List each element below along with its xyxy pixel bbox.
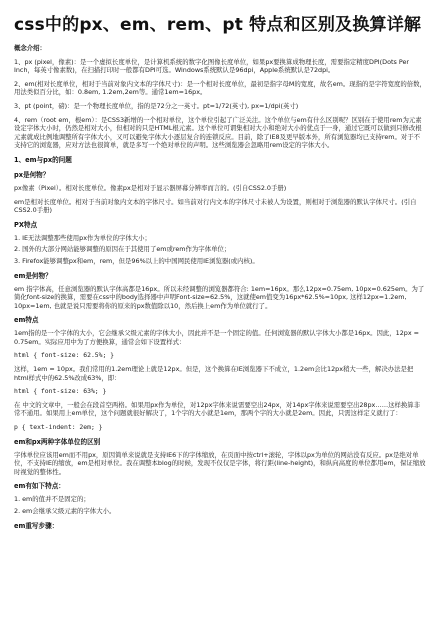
px-feature-1: 1. IE无法调整那些使用px作为单位的字体大小； xyxy=(14,233,151,242)
heading-em-features-2: em有如下特点： xyxy=(14,482,65,491)
em-feature-2: 2. em会继承父级元素的字体大小。 xyxy=(14,507,116,515)
intro-label: 概念介绍： xyxy=(14,44,46,52)
paragraph-after-code1: 这样，1em = 10px。我们常用的1.2em理论上就是12px。但是，这个换算在IE浏览器下不成立，1.2em会比12px稍大一些，解决办法是把html样式中的62.5%改成63%，即： xyxy=(14,365,414,382)
px-feature-2: 2. 国外的大部分网站能够调整的原因在于其使用了em或rem作为字体单位； xyxy=(14,245,231,254)
concept-em: 2、em(相对长度单位，相对于当前对象内文本的字体尺寸)：是一个相对长度单位，最初是指字母M的宽度，故名em。现指的是字符宽度的倍数，用法类似百分比，如：0.8em, 1.2em,2em等。通常1em=16px。 xyxy=(14,79,426,97)
heading-em-rewrite-steps: em重写步骤： xyxy=(14,521,59,530)
heading-what-is-em: em是何物？ xyxy=(14,271,52,280)
code-html-font-size-63: html { font-size: 63%; } xyxy=(14,387,107,396)
em-feature-1: 1. em的值并不是固定的； xyxy=(14,495,90,504)
page-title: css中的px、em、rem、pt 特点和区别及换算详解 xyxy=(14,15,422,35)
paragraph-em-description: em 指字体高，任意浏览器的默认字体高都是16px。所以未经调整的浏览器都符合: 1em=16px。那么12px=0.75em, 10px=0.625em。为了简化font-size的换算，需要在css中的body选择器中声明Font-size=62.5%，这就使em值变为16px*62.5%=10px, 这样12px=1.2em, 10px=1em, 也就是说只需要将你的原来的px数值除以10，然后换上em作为单位就行了。 xyxy=(14,284,425,310)
concept-rem: 4、rem（root em，根em）：是CSS3新增的一个相对单位，这个单位引起了广泛关注。这个单位与em有什么区别呢？区别在于使用rem为元素设定字体大小时，仍然是相对大小，但相对的只是HTML根元素。这个单位可谓集相对大小和绝对大小的优点于一身，通过它既可以做到只修改根元素就成比例地调整所有字体大小，又可以避免字体大小逐层复合的连锁反应。目前，除了IE8及更早版本外，所有浏览器均已支持rem。对于不支持它的浏览器，应对方法也很简单，就是多写一个绝对单位的声明。这些浏览器会忽略用rem设定的字体大小。 xyxy=(14,115,422,150)
code-html-font-size-62: html { font-size: 62.5%; } xyxy=(14,351,115,360)
paragraph-chinese-indent: 在 中文的文章中，一般会在段首空两格。如果用px作为单位，对12px字体来说需要空出24px，对14px字体来说需要空出28px……这样换算非常不通用。如果用上em单位，这个问题就很好解决了，1个字的大小就是1em，那两个字的大小就是2em。因此，只需这样定义就行了： xyxy=(14,400,421,418)
code-text-indent: p { text-indent: 2em; } xyxy=(14,423,103,432)
heading-em-px-difference: em和px两种字体单位的区别 xyxy=(14,437,101,446)
paragraph-em-px-difference: 字体单位应该用em而不用px，原因简单来说就是支持IE6下的字体缩放，在页面中按ctrl+滚轮，字体以px为单位的网站没有反应。px是绝对单位，不支持IE的缩放，em是相对单位。我在调整本blog的时候，发现不仅仅是字体，将行距(line-height)，和纵向高度的单位都用em，保证缩放时视觉的整体性。 xyxy=(14,450,426,476)
paragraph-em-features: 1em指的是一个字体的大小，它会继承父级元素的字体大小，因此并不是一个固定的值。任何浏览器的默认字体大小都是16px。因此，12px = 0.75em。实际应用中为了方便换算，通常会如下设置样式： xyxy=(14,329,420,346)
heading-what-is-px: px是何物？ xyxy=(14,170,50,179)
concept-px: 1、px (pixel，像素)：是一个虚拟长度单位，是计算机系统的数字化图像长度单位，如果px要换算成物理长度，需要指定精度DPI(Dots Per Inch，每英寸像素数)，在扫描打印时一般都有DPI可选。Windows系统默认是96dpi，Apple系统默认是72dpi。 xyxy=(14,57,410,75)
heading-em-features: em特点 xyxy=(14,316,39,325)
heading-em-px-question: 1、em与px的问题 xyxy=(14,155,72,164)
paragraph-px-definition: px像素（Pixel）。相对长度单位。像素px是相对于显示器屏幕分辨率而言的。(引自CSS2.0手册) xyxy=(14,183,287,192)
paragraph-em-definition: em是相对长度单位。相对于当前对象内文本的字体尺寸。如当前对行内文本的字体尺寸未被人为设置，则相对于浏览器的默认字体尺寸。(引自CSS2.0手册) xyxy=(14,197,417,215)
heading-px-features: PX特点 xyxy=(14,220,38,229)
px-feature-3: 3. Firefox能够调整px和em，rem，但是96%以上的中国网民使用IE浏览器(或内核)。 xyxy=(14,256,259,265)
concept-pt: 3、pt (point，磅)：是一个物理长度单位，指的是72分之一英寸。pt=1/72(英寸), px=1/dpi(英寸) xyxy=(14,101,299,110)
